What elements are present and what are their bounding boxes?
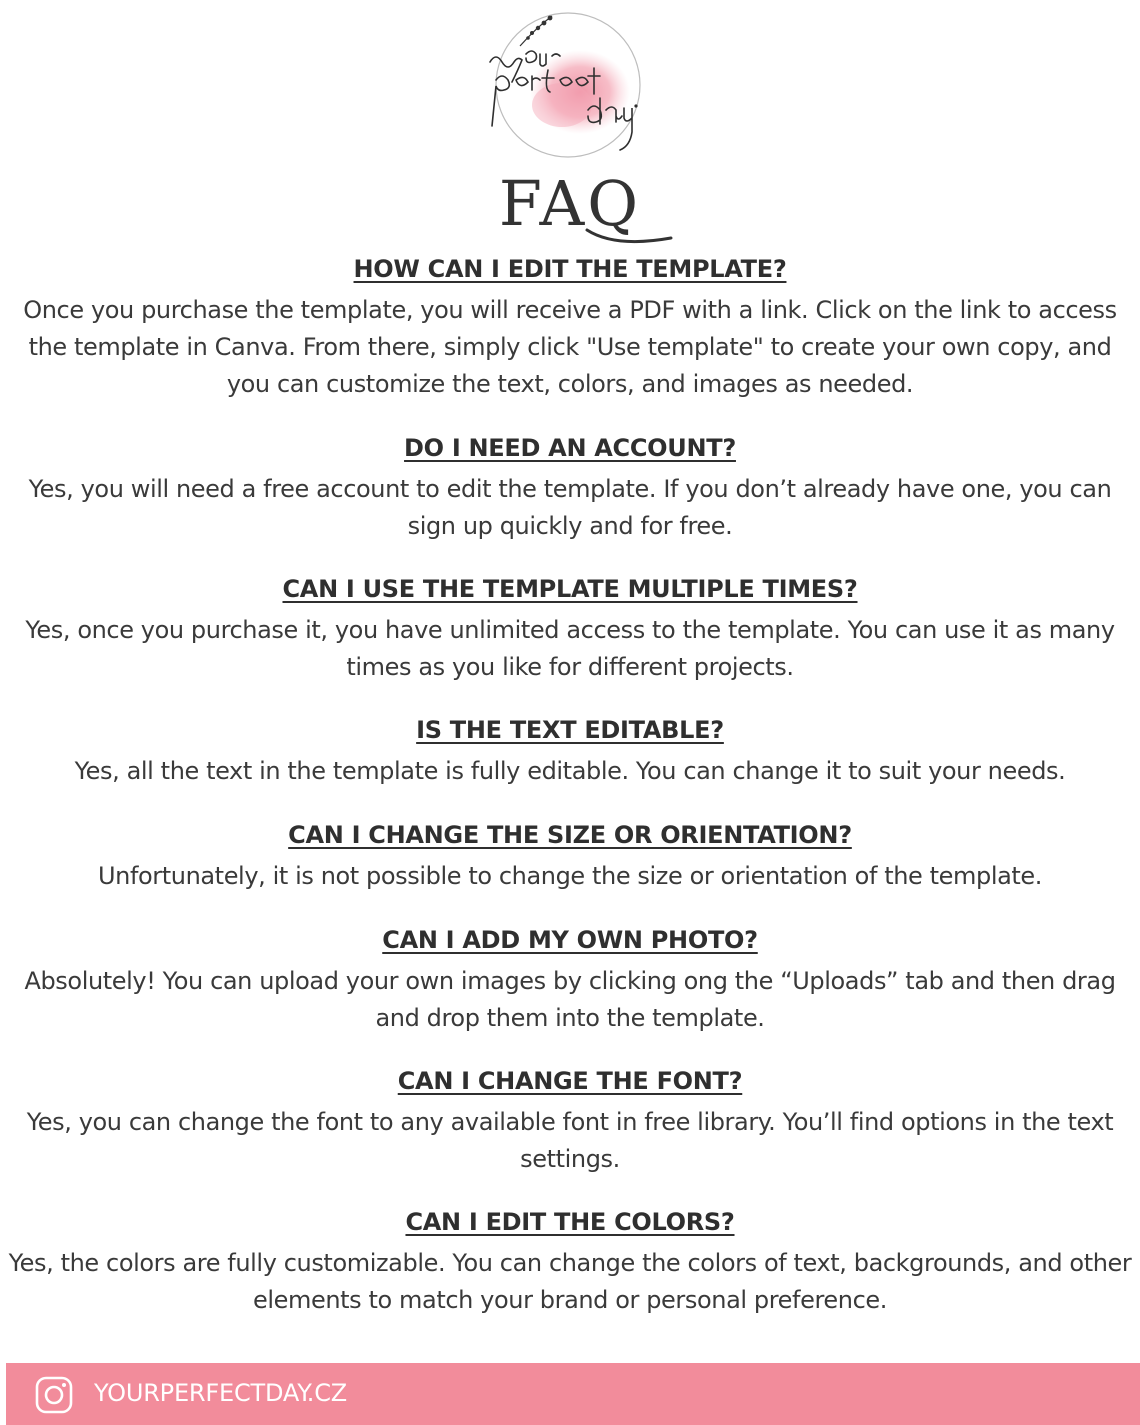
faq-question: CAN I CHANGE THE SIZE OR ORIENTATION? (288, 821, 852, 849)
logo-graphic (470, 10, 660, 165)
faq-answer: Yes, once you purchase it, you have unlimited access to the template. You can use it as many times as you like for different projects. (25, 616, 1115, 681)
instagram-icon[interactable] (34, 1375, 74, 1415)
faq-item (0, 925, 1140, 1037)
faq-answer: Unfortunately, it is not possible to change the size or orientation of the template. (97, 862, 1043, 890)
faq-question: CAN I CHANGE THE FONT? (397, 1067, 743, 1095)
faq-item (0, 820, 1140, 895)
faq-question: HOW CAN I EDIT THE TEMPLATE? (353, 255, 787, 283)
brand-logo (470, 10, 660, 165)
faq-item (0, 254, 1140, 403)
faq-question: CAN I USE THE TEMPLATE MULTIPLE TIMES? (282, 575, 858, 603)
page-title (0, 168, 1140, 240)
faq-answer: Yes, the colors are fully customizable. You can change the colors of text, backgrounds, and other elements to match your brand or personal preference. (8, 1249, 1132, 1314)
faq-answer: Yes, you will need a free account to edit the template. If you don’t already have one, you can sign up quickly and for free. (28, 475, 1112, 540)
faq-item (0, 1066, 1140, 1178)
faq-answer: Yes, you can change the font to any available font in free library. You’ll find options in the text settings. (26, 1108, 1114, 1173)
faq-question: CAN I EDIT THE COLORS? (405, 1208, 735, 1236)
website-link[interactable]: YOURPERFECTDAY.CZ (94, 1379, 348, 1407)
faq-item (0, 1207, 1140, 1319)
faq-question: DO I NEED AN ACCOUNT? (404, 434, 736, 462)
faq-answer: Yes, all the text in the template is fully editable. You can change it to suit your needs. (74, 757, 1066, 785)
faq-answer: Absolutely! You can upload your own images by clicking ong the “Uploads” tab and then drag and drop them into the template. (24, 967, 1116, 1032)
faq-item (0, 574, 1140, 686)
faq-question: IS THE TEXT EDITABLE? (416, 716, 724, 744)
faq-item (0, 433, 1140, 545)
faq-item (0, 715, 1140, 790)
faq-answer: Once you purchase the template, you will receive a PDF with a link. Click on the link to access the template in Canva. From there, simply click "Use template" to create your own copy, and you can customize the text, colors, and images as needed. (23, 296, 1117, 398)
title-flourish (585, 226, 675, 248)
faq-question: CAN I ADD MY OWN PHOTO? (382, 926, 758, 954)
faq-title-text: FAQ (498, 167, 642, 240)
footer-bar (6, 1363, 1140, 1425)
